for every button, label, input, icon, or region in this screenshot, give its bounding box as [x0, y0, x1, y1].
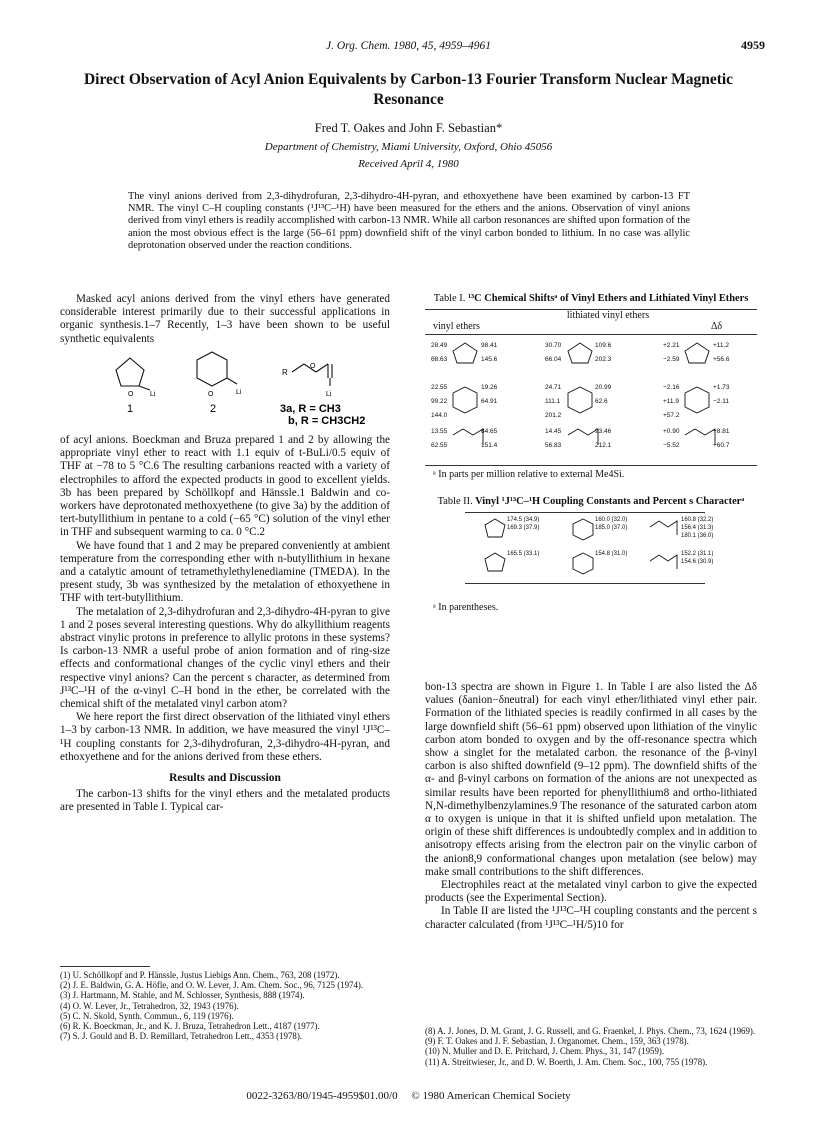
coupling-value: 180.1 (36.0): [681, 533, 714, 539]
article-title: Direct Observation of Acyl Anion Equivalents by Carbon-13 Fourier Transform Nuclear Magnetic Resonance: [83, 71, 734, 108]
structures-figure: [60, 350, 390, 432]
footnotes-right: [425, 1026, 757, 1067]
footnote: (5) C. N. Skold, Synth. Commun., 6, 119 (1976).: [60, 1010, 234, 1021]
table-1-header: [425, 310, 757, 334]
shift-value: +0.90: [663, 428, 680, 435]
shift-value: 56.83: [545, 442, 562, 449]
footnote-rule: [60, 966, 150, 967]
struct3-o: O: [310, 363, 316, 370]
footnote: (6) R. K. Boeckman, Jr., and K. J. Bruza, Tetrahedron Lett., 4187 (1977).: [60, 1021, 320, 1032]
shift-value: +1.73: [713, 384, 730, 391]
footnote: (10) N. Muller and D. E. Pritchard, J. Chem. Phys., 31, 147 (1959).: [425, 1046, 665, 1057]
structure-2: [197, 352, 237, 386]
shift-value: 145.6: [481, 356, 498, 363]
struct2-o: O: [208, 391, 214, 398]
table-2-title: Vinyl ¹J¹³C–¹H Coupling Constants and Percent s Characterᵃ: [475, 496, 745, 507]
shift-value: 98.41: [481, 342, 498, 349]
shift-value: 24.71: [545, 384, 562, 391]
footnote: (7) S. J. Gould and B. D. Remillard, Tetrahedron Lett., 4353 (1978).: [60, 1031, 303, 1042]
struct3-li: Li: [326, 391, 332, 398]
shift-value: +60.7: [713, 442, 730, 449]
shift-value: 14.45: [545, 428, 562, 435]
table-2-footnote: ᵃ In parentheses.: [433, 602, 499, 613]
shift-value: 62.6: [595, 398, 608, 405]
table-rule: [465, 583, 705, 584]
shift-value: 84.65: [481, 428, 498, 435]
shift-value: −5.52: [663, 442, 680, 449]
shift-value: 30.70: [545, 342, 562, 349]
footnotes-left: [60, 966, 390, 1041]
shift-value: 99.22: [431, 398, 448, 405]
paragraph: The metalation of 2,3-dihydrofuran and 2,3-dihydro-4H-pyran to give 1 and 2 poses several interesting questions. Why do alkyllithium reagents abstract vinylic protons in preference to allylic protons in these systems? Is carbon-13 NMR a useful probe of anion formation and of ring-size effects and conformational changes of the cyclic vinyl ethers and their respective vinyl anions? Can the percent s character, as determined from J¹³C–¹H of the α-vinyl C–H bond in the ether, be correlated with the chemical shift of the metalated vinyl carbon atom?: [60, 605, 390, 711]
shift-value: +8.81: [713, 428, 730, 435]
footnote: (2) J. E. Baldwin, G. A. Höfle, and O. W. Lever, J. Am. Chem. Soc., 96, 7125 (1974).: [60, 980, 364, 991]
column-header: vinyl ethers: [433, 321, 480, 332]
coupling-value: 156.4 (31.3): [681, 525, 714, 531]
table-2-caption: [425, 496, 757, 508]
shift-value: 64.91: [481, 398, 498, 405]
journal-citation: J. Org. Chem. 1980, 45, 4959–4961: [325, 40, 492, 52]
coupling-value: 185.0 (37.0): [595, 525, 628, 531]
shift-value: −2.11: [713, 398, 729, 405]
coupling-value: 152.2 (31.1): [681, 551, 714, 557]
table-2-structures: [425, 513, 757, 583]
shift-value: −2.16: [663, 384, 680, 391]
coupling-value: 154.8 (31.0): [595, 551, 628, 557]
coupling-value: 165.5 (33.1): [507, 551, 540, 557]
coupling-value: 174.5 (34.9): [507, 517, 540, 523]
shift-value: 151.4: [481, 442, 498, 449]
left-column-body: [60, 434, 390, 815]
column-header: lithiated vinyl ethers: [566, 310, 650, 321]
shift-value: +56.6: [713, 356, 730, 363]
footnote: (9) F. T. Oakes and J. F. Sebastian, J. Organomet. Chem., 159, 363 (1978).: [425, 1036, 689, 1047]
coupling-value: 169.3 (37.9): [507, 525, 540, 531]
shift-value: 212.1: [595, 442, 612, 449]
table-1: [425, 293, 757, 480]
received-date: Received April 4, 1980: [358, 158, 459, 170]
struct2-li: Li: [236, 389, 242, 396]
shift-value: 66.04: [545, 356, 562, 363]
column-header: Δδ: [711, 321, 723, 332]
shift-value: −2.59: [663, 356, 680, 363]
footer-code: 0022-3263/80/1945-4959$01.00/0: [246, 1090, 398, 1102]
shift-value: 22.55: [431, 384, 448, 391]
intro-text: Masked acyl anions derived from the vinyl ethers have generated considerable interest primarily due to their successful applications in organic synthesis.1–7 Recently, 1–3 have been shown to be useful synthetic equivalents: [60, 293, 390, 345]
paragraph: bon-13 spectra are shown in Figure 1. In Table I are also listed the Δδ values (δanion−δneutral) for each vinyl ether/lithiated vinyl ether pair. Formation of the lithiated species is readily confirmed in all cases by the large downfield shift (56–61 ppm) observed upon lithiation of the vinylic carbon atom bonded to oxygen and by the off-resonance spectra which show a singlet for the metalated carbon. the resonance of the β-vinyl carbon is also shifted downfield (9–12 ppm). The downfield shifts of the α- and β-vinyl carbons on formation of the anions are not unexpected as similar results have been reported for phenyllithium8 and ortho-lithiated N,N-dimethylbenzylamines.9 The resonance of the saturated carbon atom α to oxygen is unique in that it is shifted unfield upon metalation. The origin of these shift differences is undoubtedly complex and in addition to anisotropy effects arising from the electron pair on the vinylic carbon of the anion8,9 conformational changes upon metalation (see below) may make small contributions to the shift differences.: [425, 681, 757, 878]
table-2: [425, 496, 757, 613]
shift-value: 144.0: [431, 412, 448, 419]
shift-value: 109.6: [595, 342, 612, 349]
shift-value: 13.55: [431, 428, 448, 435]
compound-1-label: 1: [127, 403, 134, 415]
paragraph: The carbon-13 shifts for the vinyl ethers and the metalated products are presented in Table I. Typical car-: [60, 788, 390, 814]
paragraph: We have found that 1 and 2 may be prepared conveniently at ambient temperature from the corresponding ether with n-butyllithium in hexane and a catalytic amount of tetramethylethylenediamine (TMEDA). In the present study, 3b was synthesized by the metalation of ethoxyethene in THF with tert-butyllithium.: [60, 539, 390, 605]
table-1-label: Table I.: [433, 293, 466, 304]
structure-1: [116, 358, 150, 390]
affiliation: Department of Chemistry, Miami University, Oxford, Ohio 45056: [264, 141, 553, 153]
shift-value: +11.2: [713, 342, 729, 349]
shift-value: +11.9: [663, 398, 679, 405]
table-2-label: Table II.: [437, 496, 473, 507]
abstract: The vinyl anions derived from 2,3-dihydrofuran, 2,3-dihydro-4H-pyran, and ethoxyethene have been examined by carbon-13 FT NMR. The vinyl C–H coupling constants (¹J¹³C–¹H) have been measured for the ethers and the anions. Observation of vinyl anions derived from vinyl ethers is readily accomplished with carbon-13 NMR. While all carbon resonances are shifted upon formation of the anion the most obvious effect is the large (56–61 ppm) downfield shift of the vinyl carbon bonded to lithium. In no case was allylic deprotonation observed under the reaction conditions.: [128, 191, 690, 251]
shift-value: 202.3: [595, 356, 612, 363]
table-1-title: ¹³C Chemical Shiftsᵃ of Vinyl Ethers and Lithiated Vinyl Ethers: [467, 293, 749, 304]
compound-3b-label: b, R = CH3CH2: [288, 415, 366, 427]
footnote: (1) U. Schöllkopf and P. Hänssle, Justus Liebigs Ann. Chem., 763, 208 (1972).: [60, 970, 340, 980]
table-1-structures: [425, 335, 757, 465]
shift-value: +57.2: [663, 412, 680, 419]
intro-paragraph: [60, 293, 390, 346]
shift-value: +2.21: [663, 342, 680, 349]
right-column-body: [425, 681, 757, 932]
table-1-footnote: ᵃ In parts per million relative to external Me4Si.: [433, 469, 625, 480]
paragraph: In Table II are listed the ¹J¹³C–¹H coupling constants and the percent s character calculated (from ¹J¹³C–¹H/5)10 for: [425, 905, 757, 931]
authors: Fred T. Oakes and John F. Sebastian*: [314, 121, 503, 135]
compound-3a-label: 3a, R = CH3: [280, 403, 341, 415]
struct1-li: Li: [150, 391, 156, 398]
coupling-value: 160.0 (32.0): [595, 517, 628, 523]
shift-value: 19.26: [481, 384, 498, 391]
footnote: (11) A. Streitwieser, Jr., and D. W. Boerth, J. Am. Chem. Soc., 100, 755 (1978).: [425, 1056, 708, 1067]
struct3-r: R: [282, 368, 288, 377]
paragraph: of acyl anions. Boeckman and Bruza prepared 1 and 2 by allowing the appropriate vinyl ether to react with 1.1 equiv of t-BuLi/0.5 equiv of THF at −78 to 5 °C.6 The resulting carbanions reacted with a variety of electrophiles to afford the expected products in good to excellent yields. 3b has been prepared by Schöllkopf and Hänssle.1 Baldwin and co-workers have deprotonated methoxyethene (to give 3a) by the addition of tert-butyllithium in pentane to a cold (−65 °C) solution of the vinyl ether in THF and subsequent warming to ca. 0 °C.2: [60, 434, 390, 539]
shift-value: 93.46: [595, 428, 612, 435]
page-number: 4959: [741, 38, 765, 52]
shift-value: 62.55: [431, 442, 448, 449]
section-heading: Results and Discussion: [169, 772, 281, 785]
paragraph: Electrophiles react at the metalated vinyl carbon to give the expected products (see the Experimental Section).: [425, 879, 757, 905]
compound-2-label: 2: [210, 403, 217, 415]
running-header: [0, 40, 817, 52]
footnote: (3) J. Hartmann, M. Stahle, and M. Schlosser, Synthesis, 888 (1974).: [60, 990, 305, 1001]
paragraph: We here report the first direct observation of the lithiated vinyl ethers 1–3 by carbon-13 NMR. In addition, we have measured the vinyl ¹J¹³C–¹H coupling constants for 2,3-dihydrofuran, 2,3-dihydro-4H-pyran, and ethoxyethene and for the anions derived from these ethers.: [60, 711, 390, 763]
shift-value: 20.99: [595, 384, 612, 391]
coupling-value: 160.8 (32.2): [681, 517, 714, 523]
table-rule: [425, 465, 757, 466]
footnote: (4) O. W. Lever, Jr., Tetrahedron, 32, 1943 (1976).: [60, 1000, 239, 1011]
footer-copyright: © 1980 American Chemical Society: [411, 1090, 571, 1102]
table-1-caption: [425, 293, 757, 305]
shift-value: 28.49: [431, 342, 448, 349]
shift-value: 201.2: [545, 412, 562, 419]
struct1-o: O: [128, 391, 134, 398]
shift-value: 68.63: [431, 356, 448, 363]
footnote: (8) A. J. Jones, D. M. Grant, J. G. Russell, and G. Fraenkel, J. Phys. Chem., 73, 1624 (1969).: [425, 1026, 756, 1036]
coupling-value: 154.6 (30.9): [681, 559, 714, 565]
page-footer: [0, 1090, 817, 1102]
shift-value: 111.1: [545, 398, 561, 405]
